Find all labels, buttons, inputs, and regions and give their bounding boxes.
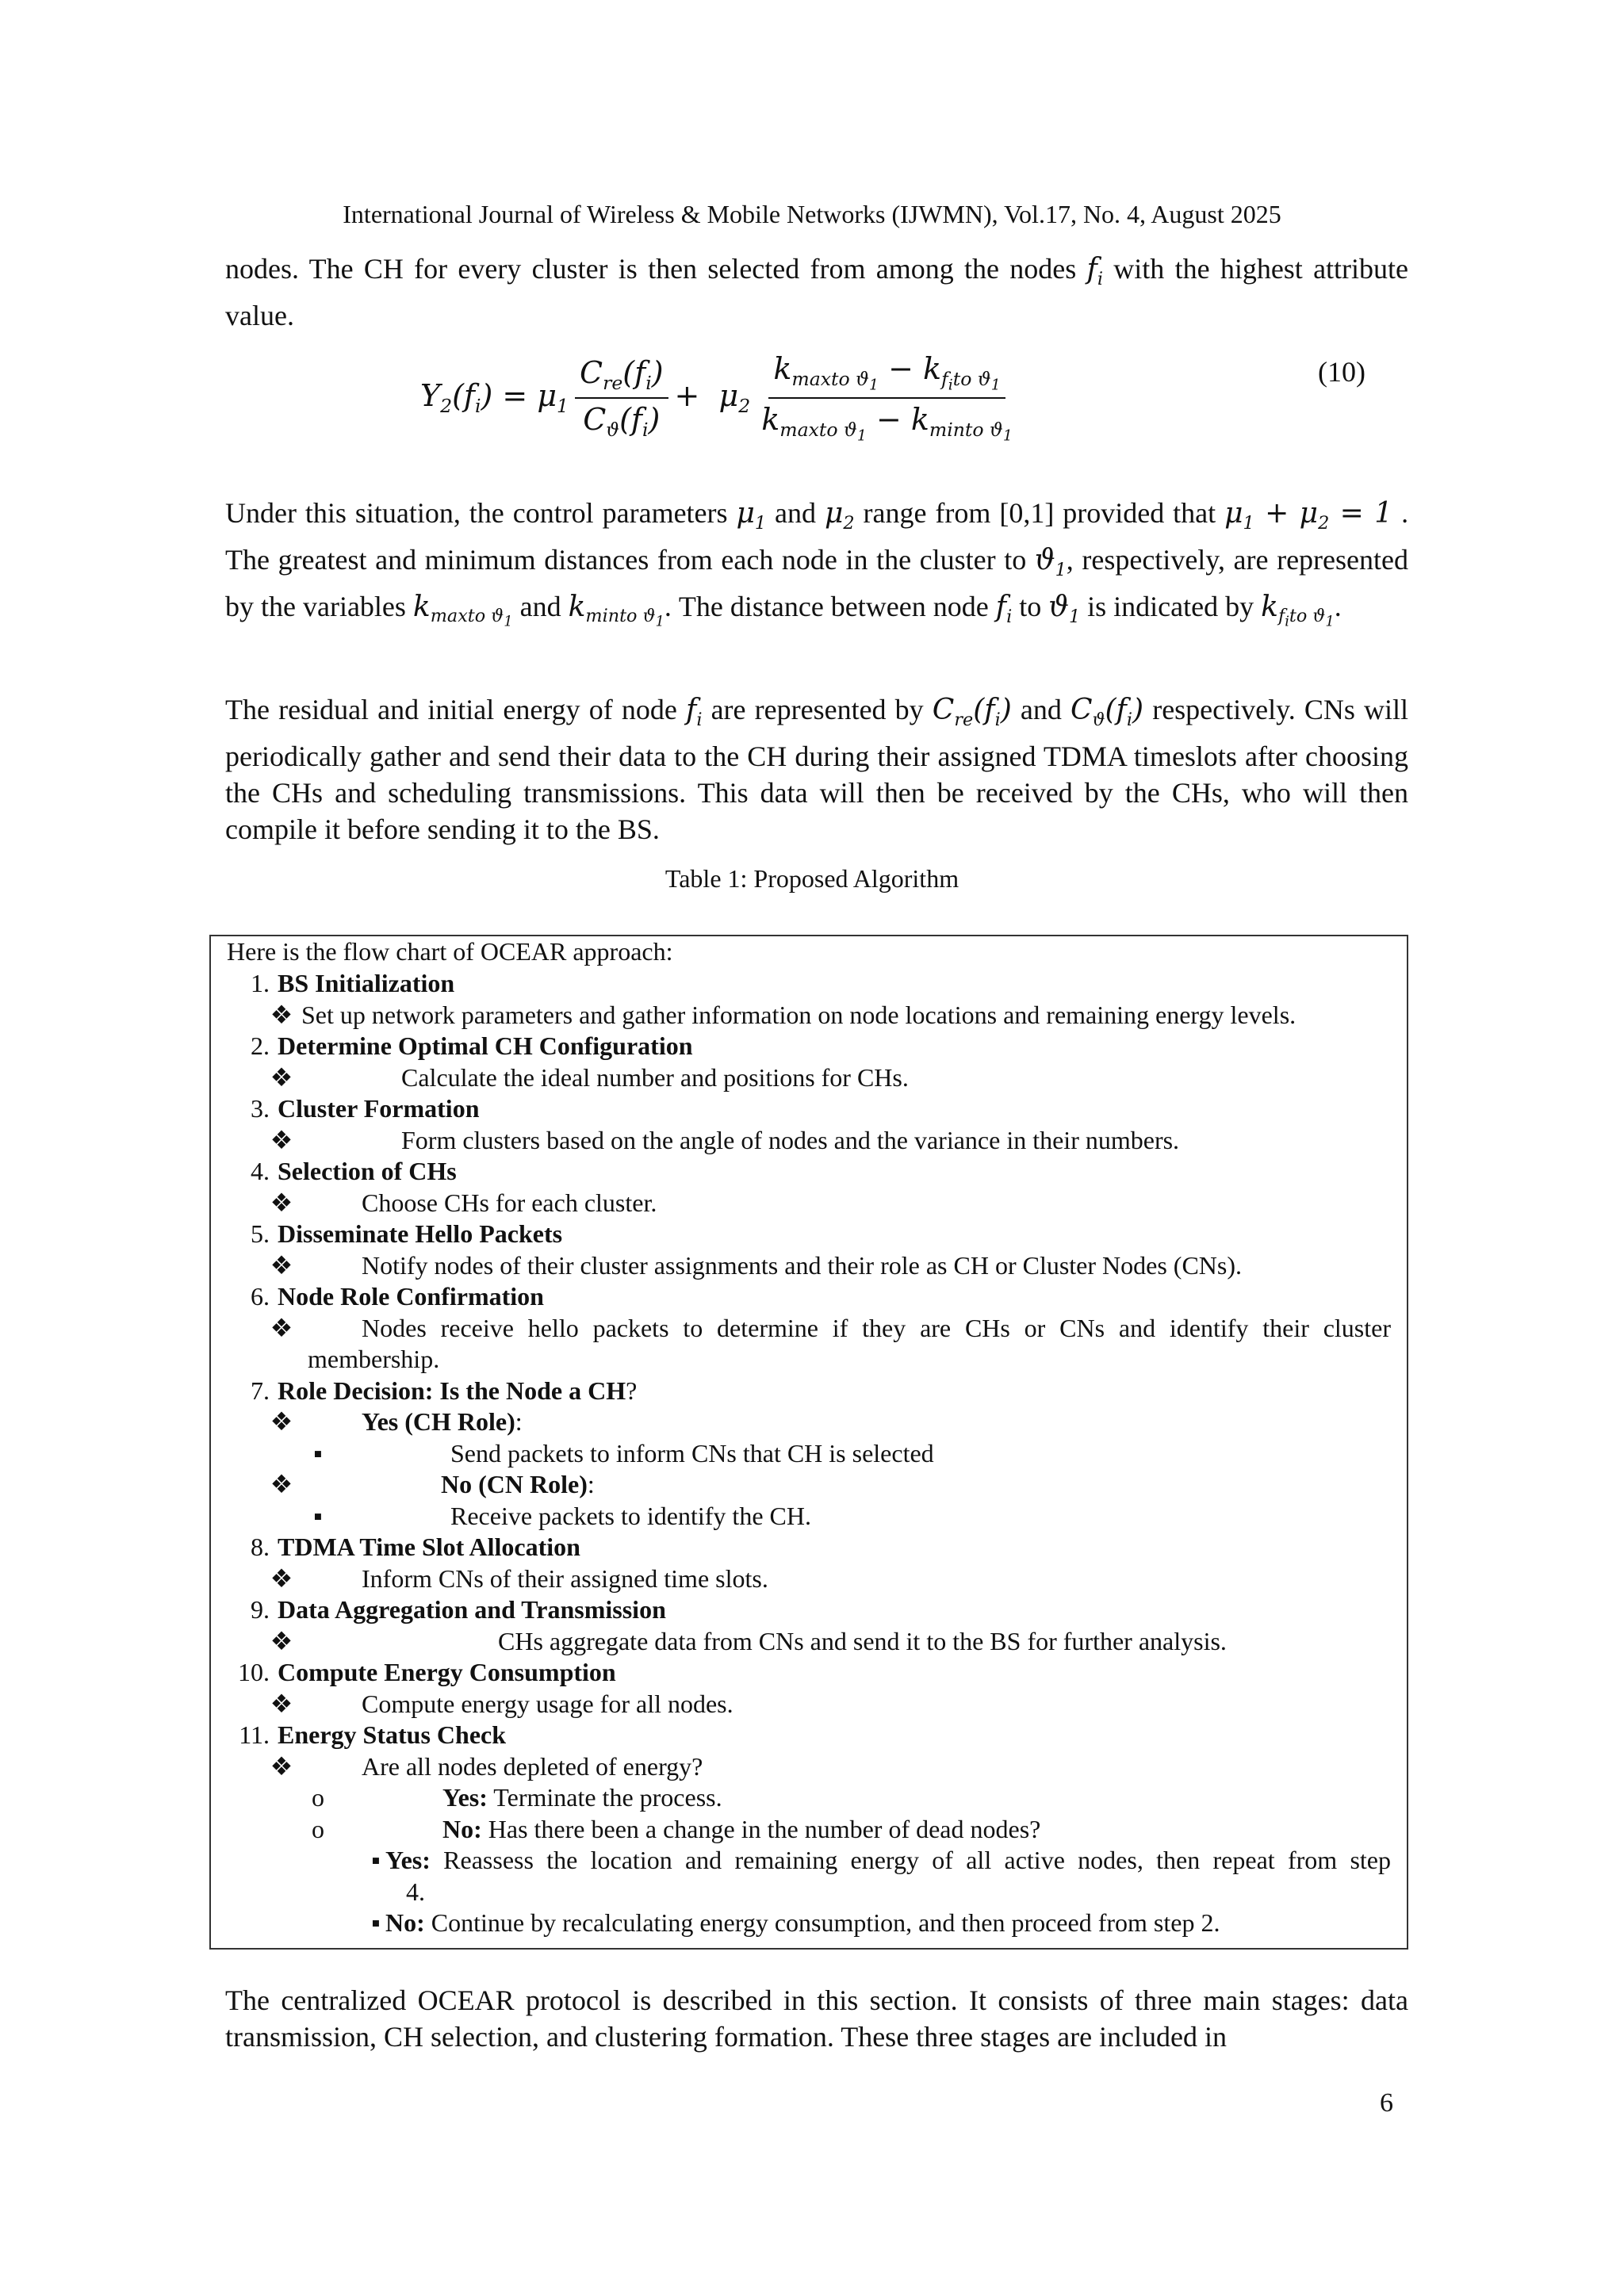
para2-text-1: Under this situation, the control parameters [225, 497, 728, 529]
square-bullet-icon: ▪ [313, 1501, 323, 1530]
symbol-fi: $f_i$ [685, 694, 703, 730]
square-bullet-icon: ▪ [371, 1846, 381, 1874]
para2-text-4: . The greatest and minimum distances from each node in the cluster to [225, 497, 1409, 576]
symbol-mu2: $\mu_2$ [824, 497, 855, 534]
step-2-desc: ❖ Calculate the ideal number and positions for CHs. [211, 1062, 1407, 1094]
table-caption: Table 1: Proposed Algorithm [665, 864, 959, 893]
step-5-title: 5. Disseminate Hello Packets [251, 1219, 563, 1248]
para2-text-9: is indicated by [1087, 590, 1254, 622]
diamond-bullet-icon: ❖ [270, 1407, 293, 1436]
equation-number: (10) [1318, 356, 1365, 388]
diamond-bullet-icon: ❖ [270, 1313, 293, 1342]
diamond-bullet-icon: ❖ [270, 1125, 293, 1154]
step-4-desc: ❖ Choose CHs for each cluster. [211, 1188, 1407, 1219]
symbol-mu-sum: $\mu_1 + \mu_2 = 1$ [1224, 497, 1393, 534]
step-11-no-option: o No: Has there been a change in the number of dead nodes? [211, 1814, 1407, 1846]
step-9-title: 9. Data Aggregation and Transmission [251, 1595, 666, 1624]
symbol-theta1: $ϑ_1$ [1034, 543, 1067, 580]
step-3-title: 3. Cluster Formation [251, 1094, 480, 1123]
symbol-mu1: $\mu_1$ [736, 497, 767, 534]
square-bullet-icon: ▪ [313, 1438, 323, 1468]
running-header: International Journal of Wireless & Mobile Networks (IJWMN), Vol.17, No. 4, August 2025 [343, 200, 1281, 228]
para2-text-3: range from [0,1] provided that [863, 497, 1216, 529]
symbol-fi: $f_i$ [1086, 253, 1104, 289]
fraction-distance: $\frac{k_{maxto ϑ_1} - k_{f_ito ϑ_1}}{k_{maxto ϑ_1} - k_{minto ϑ_1}}$ [761, 351, 1013, 445]
step-7-no-desc: ▪ Receive packets to identify the CH. [211, 1501, 1407, 1533]
step-7-yes-option: ❖ Yes (CH Role): [211, 1406, 1407, 1438]
step-10-title: 10. Compute Energy Consumption [238, 1658, 616, 1686]
step-6-title: 6. Node Role Confirmation [251, 1282, 544, 1311]
para2-text-6: and [519, 590, 561, 622]
para3-text-2: are represented by [710, 694, 924, 725]
symbol-cre: $C_{re}(f_i)$ [932, 694, 1012, 730]
para3-text-4: respectively. CNs will periodically gather and send their data to the CH during their assigned TDMA timeslots after choosing the CHs and scheduling transmissions. This data will then be received by the CHs, who will then compile it before sending it to the BS. [225, 694, 1409, 845]
symbol-theta1: $ϑ_1$ [1048, 590, 1081, 627]
step-11-sub-yes: ▪ Yes: Reassess the location and remaining energy of all active nodes, then repeat from step [211, 1845, 1407, 1877]
step-11-title: 11. Energy Status Check [239, 1720, 507, 1749]
diamond-bullet-icon: ❖ [270, 1470, 293, 1498]
fraction-energy: $\frac{C_{re}(f_i)}{C_ϑ(f_i)}$ [575, 355, 668, 441]
paragraph-3 [225, 691, 1408, 848]
para3-text-1: The residual and initial energy of node [225, 694, 677, 725]
algorithm-table [209, 935, 1408, 1950]
para2-text-5: , respectively, are represented by the variables [225, 543, 1408, 622]
symbol-kmax: $k_{maxto ϑ_1}$ [412, 590, 513, 630]
step-11-desc: ❖ Are all nodes depleted of energy? [211, 1751, 1407, 1783]
circle-bullet-icon: o [312, 1814, 324, 1843]
diamond-bullet-icon: ❖ [270, 1689, 293, 1718]
paragraph-1 [225, 251, 1408, 334]
symbol-ctheta: $C_ϑ(f_i)$ [1071, 694, 1144, 730]
step-2-title: 2. Determine Optimal CH Configuration [251, 1031, 693, 1060]
diamond-bullet-icon: ❖ [270, 1188, 293, 1217]
step-6-desc: ❖ Nodes receive hello packets to determine if they are CHs or CNs and identify their cluster [211, 1313, 1407, 1345]
step-6-desc-continued: membership. [308, 1345, 440, 1373]
step-8-desc: ❖ Inform CNs of their assigned time slots. [211, 1563, 1407, 1595]
step-5-desc: ❖ Notify nodes of their cluster assignments and their role as CH or Cluster Nodes (CNs). [211, 1250, 1407, 1282]
page-number: 6 [1380, 2088, 1393, 2118]
step-7-no-option: ❖ No (CN Role): [211, 1469, 1407, 1501]
step-8-title: 8. TDMA Time Slot Allocation [251, 1533, 580, 1561]
step-11-sub-no: ▪ No: Continue by recalculating energy consumption, and then proceed from step 2. [211, 1908, 1407, 1939]
step-11-yes-option: o Yes: Terminate the process. [211, 1782, 1407, 1814]
step-1-title: 1. BS Initialization [251, 969, 455, 997]
algorithm-steps [211, 968, 1407, 1939]
para3-text-3: and [1020, 694, 1062, 725]
step-7-yes-desc: ▪ Send packets to inform CNs that CH is selected [211, 1438, 1407, 1470]
diamond-bullet-icon: ❖ [270, 1000, 293, 1029]
para1-text-2: with the highest attribute value. [225, 253, 1409, 331]
step-7-title: 7. Role Decision: Is the Node a CH ? [251, 1376, 638, 1405]
equation-10: $Y_2(f_i) = \mu_1$ $\frac{C_{re}(f_i)}{C_ϑ(f_i)}$ + $\mu_2$ $\frac{k_{maxto ϑ_1} - k_{f_ito ϑ_1}}{k_{maxto ϑ_1} - k_{minto ϑ_1}}$ [420, 342, 1134, 453]
para2-text-10: . [1334, 590, 1342, 622]
diamond-bullet-icon: ❖ [270, 1250, 293, 1280]
step-3-desc: ❖ Form clusters based on the angle of nodes and the variance in their numbers. [211, 1125, 1407, 1157]
diamond-bullet-icon: ❖ [270, 1751, 293, 1781]
step-10-desc: ❖ Compute energy usage for all nodes. [211, 1689, 1407, 1720]
square-bullet-icon: ▪ [371, 1908, 381, 1937]
para2-text-7: . The distance between node [664, 590, 989, 622]
para2-text-2: and [775, 497, 817, 529]
paragraph-2 [225, 495, 1408, 641]
diamond-bullet-icon: ❖ [270, 1563, 293, 1593]
step-9-desc: ❖ CHs aggregate data from CNs and send it to the BS for further analysis. [211, 1626, 1407, 1658]
diamond-bullet-icon: ❖ [270, 1062, 293, 1092]
symbol-kfi: $k_{f_ito ϑ_1}$ [1261, 590, 1335, 630]
step-4-title: 4. Selection of CHs [251, 1157, 457, 1185]
step-1-desc: ❖ Set up network parameters and gather information on node locations and remaining energy levels. [211, 1000, 1407, 1031]
step-11-sub-yes-continued: 4. [406, 1877, 425, 1906]
symbol-kmin: $k_{minto ϑ_1}$ [568, 590, 665, 630]
circle-bullet-icon: o [312, 1783, 324, 1812]
paragraph-4: The centralized OCEAR protocol is described in this section. It consists of three main stages: data transmission, CH selection, and clustering formation. These three stages are included in [225, 1984, 1408, 2053]
para1-text-1: nodes. The CH for every cluster is then selected from among the nodes [225, 253, 1077, 285]
diamond-bullet-icon: ❖ [270, 1626, 293, 1655]
symbol-fi: $f_i$ [995, 590, 1013, 627]
para2-text-8: to [1019, 590, 1042, 622]
algorithm-intro: Here is the flow chart of OCEAR approach: [227, 937, 673, 966]
